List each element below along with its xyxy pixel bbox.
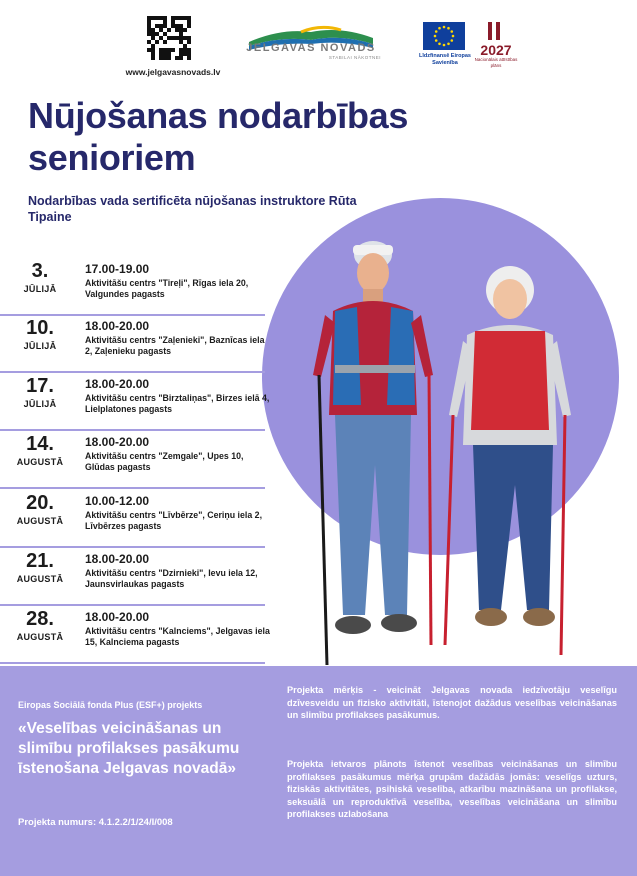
schedule-time: 18.00-20.00: [85, 610, 150, 624]
eu-flag-icon: [423, 22, 465, 50]
schedule-month: JŪLIJĀ: [23, 284, 57, 294]
schedule-place: Aktivitāšu centrs "Zaļenieki", Baznīcas iela 2, Zaļenieku pagasts: [85, 335, 265, 356]
eu-cofinanced-text: Līdzfinansē Eiropas Savienība: [419, 53, 471, 66]
project-number: Projekta numurs: 4.1.2.2/1/24/I/008: [18, 817, 173, 828]
schedule-day: 14.: [26, 433, 54, 455]
schedule-row: [0, 490, 265, 548]
lv2027-text: Nacionālais attīstības plāns: [474, 57, 518, 68]
schedule-row: [0, 548, 265, 606]
schedule-month: AUGUSTĀ: [16, 457, 64, 467]
poster-subtitle: Nodarbības vada sertificēta nūjošanas instruktore Rūta Tipaine: [28, 194, 357, 224]
row-divider: [0, 662, 265, 664]
schedule-day: 21.: [26, 550, 54, 572]
lv2027-number: 2027: [480, 42, 512, 58]
schedule-place: Aktivitāšu centrs "Tireļi", Rīgas iela 20, Valgundes pagasts: [85, 278, 249, 299]
schedule-day: 20.: [26, 492, 54, 514]
row-divider: [0, 487, 265, 489]
qr-code: [147, 16, 191, 60]
schedule-place: Aktivitāšu centrs "Zemgale", Upes 10, Glūdas pagasts: [85, 451, 244, 472]
seniors-nordic-walking-image: [295, 215, 605, 675]
project-title: «Veselības veicināšanas un slimību profilakses pasākumu īstenošana Jelgavas novadā»: [18, 720, 240, 777]
schedule-row: [0, 258, 265, 316]
esf-project-line: Eiropas Sociālā fonda Plus (ESF+) projekts: [18, 700, 203, 710]
schedule-place: Aktivitāšu centrs "Līvbērze", Ceriņu iela 2, Līvbērzes pagasts: [85, 510, 263, 531]
schedule-month: JŪLIJĀ: [23, 341, 57, 351]
schedule-day: 17.: [26, 375, 54, 397]
schedule-day: 10.: [26, 317, 54, 339]
website-url: www.jelgavasnovads.lv: [125, 67, 221, 77]
poster-title: Nūjošanas nodarbības senioriem: [28, 95, 409, 178]
schedule-row: [0, 315, 265, 373]
project-plan-text: Projekta ietvaros plānots īstenot veselības veicināšanas un slimību profilakses pasākumus mērķa grupām dažādās jomās: veselīgs uzturs, fiziskās aktivitātes, psihiskā veselība, atkarību mazināšana un profilakse, seksuālā un reproduktīvā veselība, veselības veicināšana un slimību profilakses uzlabošana: [287, 759, 617, 819]
logo-tagline: STABILAI NĀKOTNEI: [328, 55, 381, 60]
logo-name: JELGAVAS NOVADS: [246, 42, 376, 54]
schedule-time: 18.00-20.00: [85, 377, 150, 391]
schedule-row: [0, 373, 270, 431]
schedule-month: AUGUSTĀ: [16, 516, 64, 526]
schedule-time: 18.00-20.00: [85, 435, 150, 449]
schedule-place: Aktivitāšu centrs "Birztaliņas", Birzes ielā 4, Lielplatones pagasts: [85, 393, 270, 414]
schedule-place: Aktivitāšu centrs "Kalnciems", Jelgavas iela 15, Kalnciema pagasts: [85, 626, 270, 647]
schedule-row: [0, 431, 265, 489]
project-goal-text: Projekta mērķis - veicināt Jelgavas novada iedzīvotāju veselīgu dzīvesveidu un fizisko aktivitāti, īstenojot dažādus veselības veicināšanas un slimību profilakses pasākumus.: [287, 685, 617, 720]
schedule-row: [0, 606, 270, 664]
schedule-time: 17.00-19.00: [85, 262, 150, 276]
schedule-place: Aktivitāšu centrs "Dzirnieki", Ievu iela 12, Jaunsvirlaukas pagasts: [85, 568, 258, 589]
schedule-month: AUGUSTĀ: [16, 574, 64, 584]
schedule-day: 3.: [31, 260, 49, 282]
schedule-time: 10.00-12.00: [85, 494, 150, 508]
schedule-month: JŪLIJĀ: [23, 399, 57, 409]
schedule-month: AUGUSTĀ: [16, 632, 64, 642]
schedule-time: 18.00-20.00: [85, 552, 150, 566]
schedule-time: 18.00-20.00: [85, 319, 150, 333]
project-footer: [0, 666, 637, 876]
schedule-day: 28.: [26, 608, 54, 630]
